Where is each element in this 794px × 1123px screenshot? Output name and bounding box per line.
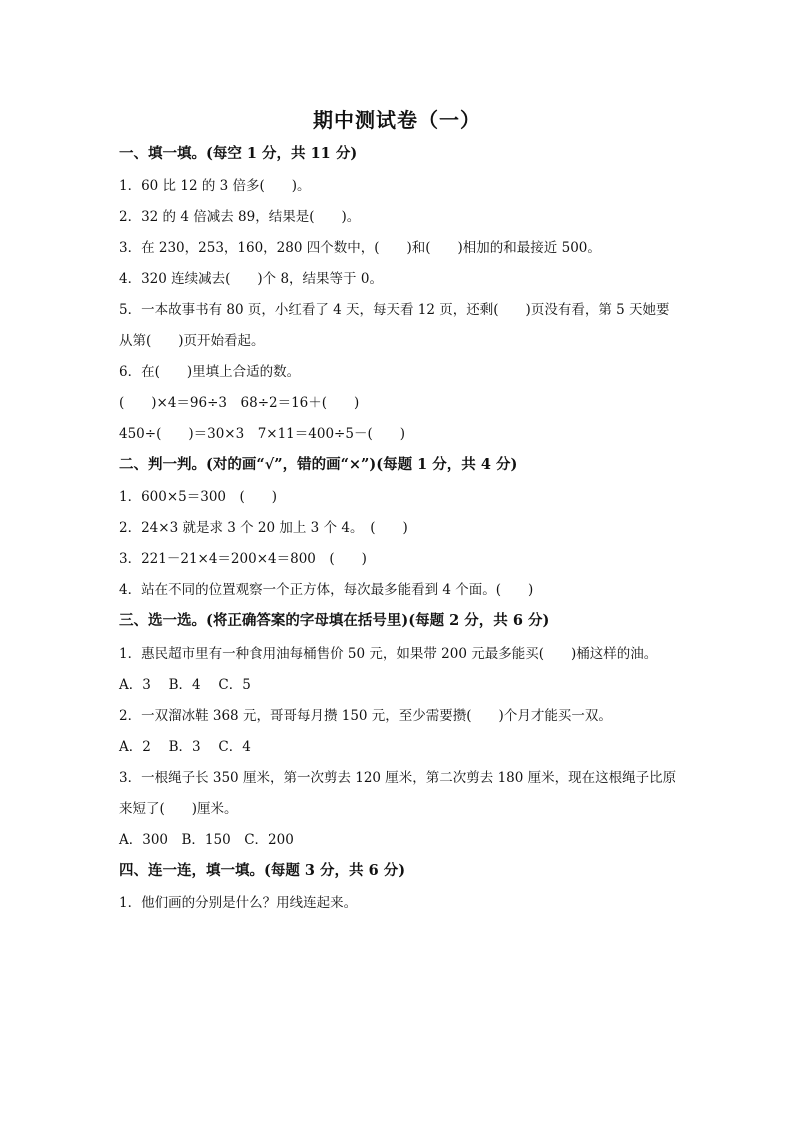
question-3-1: 1．惠民超市里有一种食用油每桶售价 50 元，如果带 200 元最多能买( )桶这样的油。 bbox=[119, 646, 658, 662]
section-heading-fill: 一、填一填。(每空 1 分，共 11 分) bbox=[119, 145, 358, 162]
question-3-2-options: A．2 B．3 C．4 bbox=[119, 739, 251, 755]
question-2-4: 4．站在不同的位置观察一个正方体，每次最多能看到 4 个面。( ) bbox=[119, 582, 534, 598]
question-1-4: 4．320 连续减去( )个 8，结果等于 0。 bbox=[119, 271, 383, 287]
question-3-3-options: A．300 B．150 C．200 bbox=[119, 832, 294, 848]
question-2-3: 3．221－21×4＝200×4＝800 ( ) bbox=[119, 551, 367, 567]
page-title: 期中测试卷（一） bbox=[313, 108, 481, 132]
question-1-2: 2．32 的 4 倍减去 89，结果是( )。 bbox=[119, 209, 361, 225]
section-heading-choose: 三、选一选。(将正确答案的字母填在括号里)(每题 2 分，共 6 分) bbox=[119, 612, 550, 629]
section-heading-judge: 二、判一判。(对的画“√”，错的画“×”)(每题 1 分，共 4 分) bbox=[119, 456, 518, 473]
question-1-1: 1．60 比 12 的 3 倍多( )。 bbox=[119, 178, 311, 194]
section-heading-connect: 四、连一连，填一填。(每题 3 分，共 6 分) bbox=[119, 862, 406, 879]
question-3-1-options: A．3 B．4 C．5 bbox=[119, 677, 251, 693]
question-3-3-cont: 来短了( )厘米。 bbox=[119, 801, 238, 817]
question-4-1: 1．他们画的分别是什么？用线连起来。 bbox=[119, 895, 358, 911]
question-1-5-cont: 从第( )页开始看起。 bbox=[119, 333, 265, 349]
question-1-6: 6．在( )里填上合适的数。 bbox=[119, 364, 301, 380]
question-1-5: 5．一本故事书有 80 页，小红看了 4 天，每天看 12 页，还剩( )页没有看，第 5 天她要 bbox=[119, 302, 670, 318]
question-2-1: 1．600×5＝300 ( ) bbox=[119, 489, 278, 505]
question-1-6-row-b: 450÷( )＝30×3 7×11＝400÷5－( ) bbox=[119, 426, 405, 442]
question-1-3: 3．在 230，253，160，280 四个数中，( )和( )相加的和最接近 500。 bbox=[119, 240, 601, 256]
question-3-3: 3．一根绳子长 350 厘米，第一次剪去 120 厘米，第二次剪去 180 厘米，现在这根绳子比原 bbox=[119, 770, 677, 786]
question-2-2: 2．24×3 就是求 3 个 20 加上 3 个 4。 ( ) bbox=[119, 520, 408, 536]
question-3-2: 2．一双溜冰鞋 368 元，哥哥每月攒 150 元，至少需要攒( )个月才能买一双。 bbox=[119, 708, 612, 724]
question-1-6-row-a: ( )×4＝96÷3 68÷2＝16＋( ) bbox=[119, 395, 360, 411]
